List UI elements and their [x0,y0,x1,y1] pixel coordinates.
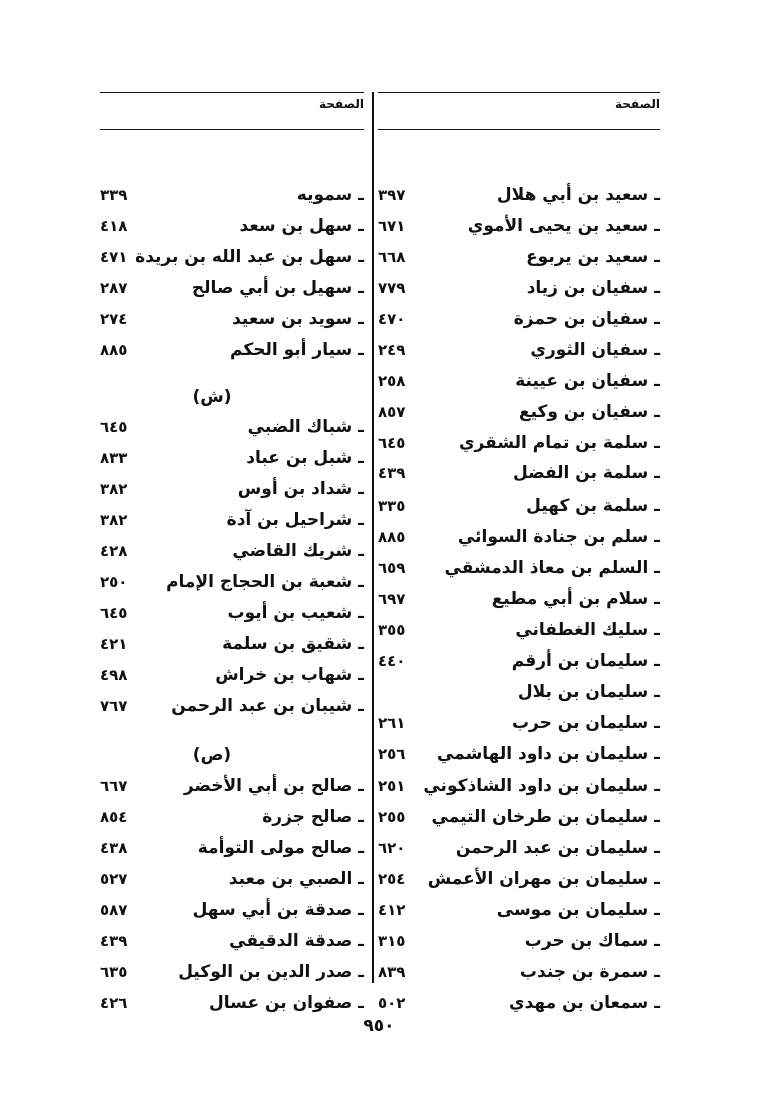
index-entry [378,739,660,769]
entry-page-number: ٣٩٧ [378,186,406,204]
entry-name: ـ سعيد بن يحيى الأموي [467,216,660,236]
entry-page-number: ٢٨٧ [100,279,128,297]
index-entry [378,458,660,488]
index-entry [100,629,364,659]
entry-name: ـ سفيان بن عيينة [515,371,660,391]
index-entry [378,802,660,832]
entry-name: ـ سلمة بن تمام الشقري [458,433,660,453]
entry-page-number: ٣٥٥ [378,621,406,639]
index-entry [378,584,660,614]
index-entry [378,988,660,1018]
entry-name: ـ سويد بن سعيد [232,309,364,329]
column-header [378,93,660,129]
index-entry [378,833,660,863]
index-entry [100,926,364,956]
entry-name: ـ سمويه [296,185,364,205]
entry-page-number: ٨٥٧ [378,403,406,421]
index-entry [378,895,660,925]
entry-name: ـ صدقة الدقيقي [229,931,364,951]
entry-name: ـ شباك الضبي [247,417,364,437]
index-entry [100,771,364,801]
entry-page-number: ٤٣٨ [100,839,128,857]
index-entry [100,273,364,303]
entry-page-number: ٦٣٥ [100,963,128,981]
index-entry [100,833,364,863]
entry-page-number: ٦٤٥ [100,604,128,622]
entry-name: ـ سلمة بن كهيل [526,496,660,516]
index-entry [378,553,660,583]
entry-name: ـ الصبي بن معبد [228,869,364,889]
index-entry [100,864,364,894]
entry-name: ـ سليمان بن أرقم [511,651,660,671]
entry-name: ـ شريك القاضي [232,541,364,561]
entry-name: ـ سليمان بن طرخان التيمي [431,807,660,827]
right-column [378,92,660,1013]
index-entry [378,677,660,707]
entry-name: ـ سليمان بن بلال [517,682,660,702]
entry-page-number: ٤٢٦ [100,994,128,1012]
entry-page-number: ٢٥١ [378,777,406,795]
entry-page-number: ٢٥٥ [378,808,406,826]
entry-page-number: ٤٧٠ [378,310,406,328]
entry-page-number: ٤٣٩ [378,464,406,482]
index-entry [100,957,364,987]
entry-page-number: ٧٧٩ [378,279,406,297]
entry-name: ـ صالح جزرة [262,807,364,827]
entry-name: ـ شراحيل بن آدة [226,510,364,530]
entry-name: ـ صدقة بن أبي سهل [192,900,364,920]
entry-page-number: ٥٨٧ [100,901,128,919]
entry-page-number: ٦٦٨ [378,248,406,266]
entry-name: ـ سليك الغطفاني [515,620,660,640]
entry-page-number: ٢٧٤ [100,310,128,328]
entry-name: ـ سمعان بن مهدي [509,993,660,1013]
index-entry [378,615,660,645]
entry-name: ـ صالح مولى التوأمة [197,838,364,858]
header-rule [378,129,660,130]
index-entry [378,304,660,334]
entry-name: ـ سعيد بن أبي هلال [496,185,660,205]
index-entry [100,598,364,628]
entry-page-number: ٧٦٧ [100,697,128,715]
index-entry [100,242,364,272]
entry-page-number: ٢٥٦ [378,745,406,763]
index-entry [100,412,364,442]
entry-page-number: ٤٢١ [100,635,128,653]
entry-name: ـ سليمان بن داود الشاذكوني [423,776,660,796]
column-header [100,93,364,129]
entry-page-number: ٣١٥ [378,932,406,950]
entry-page-number: ٨٣٣ [100,449,128,467]
entry-page-number: ٤٤٠ [378,652,406,670]
entry-page-number: ٢٥٨ [378,372,406,390]
entry-page-number: ٨٨٥ [100,341,128,359]
entry-page-number: ٤١٢ [378,901,406,919]
entry-page-number: ٦٦٧ [100,777,128,795]
index-entry [100,211,364,241]
entry-name: ـ سهل بن سعد [239,216,364,236]
index-entry [378,708,660,738]
entry-name: ـ شبل بن عباد [246,448,364,468]
entry-page-number: ٦٢٠ [378,839,406,857]
entry-name: ـ سمرة بن جندب [519,962,660,982]
entry-page-number: ٦٥٩ [378,559,406,577]
entry-name: ـ صدر الدين بن الوكيل [178,962,364,982]
entry-page-number: ٥٠٢ [378,994,406,1012]
entry-page-number: ٨٣٩ [378,963,406,981]
entry-name: ـ سعيد بن يربوع [526,247,660,267]
index-entry [378,180,660,210]
index-entry [378,366,660,396]
entry-page-number: ٣٨٢ [100,511,128,529]
entry-page-number: ٤٣٩ [100,932,128,950]
index-entry [100,505,364,535]
entry-name: ـ سيار أبو الحكم [230,340,364,360]
entry-page-number: ٣٣٥ [378,497,406,515]
entry-name: ـ صفوان بن عسال [209,993,364,1013]
index-entry [100,180,364,210]
entry-page-number: ٣٣٩ [100,186,128,204]
index-entry [378,646,660,676]
entry-name: ـ شقيق بن سلمة [222,634,364,654]
entry-name: ـ شيبان بن عبد الرحمن [171,696,364,716]
entry-name: ـ سهل بن عبد الله بن بريدة [135,247,364,267]
header-rule [100,129,364,130]
entry-page-number: ٨٨٥ [378,528,406,546]
entry-name: ـ السلم بن معاذ الدمشقي [444,558,660,578]
index-entry [100,988,364,1018]
entry-name: ـ سليمان بن موسى [496,900,660,920]
entry-page-number: ٦٤٥ [378,434,406,452]
entry-name: ـ سهيل بن أبي صالح [191,278,364,298]
entry-page-number: ٣٨٢ [100,480,128,498]
index-entry [100,536,364,566]
index-entry [378,522,660,552]
entry-page-number: ٢٤٩ [378,341,406,359]
entry-name: ـ سفيان بن زياد [526,278,660,298]
index-entry [378,771,660,801]
entry-page-number: ٦٤٥ [100,418,128,436]
entry-name: ـ شعيب بن أيوب [227,603,364,623]
index-entry [100,304,364,334]
index-entry [378,273,660,303]
index-entry [378,397,660,427]
entry-name: ـ شهاب بن خراش [215,665,364,685]
index-entry [378,926,660,956]
entry-page-number: ٦٩٧ [378,590,406,608]
index-entry [100,335,364,365]
entry-page-number: ٢٥٤ [378,870,406,888]
index-entry [100,802,364,832]
entry-name: ـ سليمان بن حرب [511,713,660,733]
entry-name: ـ شعبة بن الحجاج الإمام [166,572,364,592]
entry-page-number: ٤٧١ [100,248,128,266]
entry-name: ـ سليمان بن مهران الأعمش [427,869,660,889]
entry-page-number: ٤١٨ [100,217,128,235]
entry-name: ـ سماك بن حرب [524,931,660,951]
entry-name: ـ سفيان بن حمزة [513,309,660,329]
index-entry [378,335,660,365]
entry-name: ـ سلم بن جنادة السوائي [457,527,660,547]
entry-name: ـ سلام بن أبي مطيع [491,589,660,609]
index-entry [378,211,660,241]
index-entry [378,491,660,521]
entry-page-number: ٤٢٨ [100,542,128,560]
entry-page-number: ٥٢٧ [100,870,128,888]
section-letter-heading: (ش) [192,387,232,407]
entry-name: ـ سلمة بن الفضل [513,463,660,483]
entry-name: ـ سليمان بن عبد الرحمن [455,838,660,858]
entry-name: ـ سفيان بن وكيع [518,402,660,422]
index-entry [100,895,364,925]
index-entry [378,428,660,458]
entry-name: ـ سليمان بن داود الهاشمي [436,744,660,764]
column-divider [372,92,374,983]
index-entry [378,242,660,272]
entry-page-number: ٦٧١ [378,217,406,235]
index-entry [100,691,364,721]
index-entry [378,957,660,987]
index-entry [100,474,364,504]
index-entry [100,567,364,597]
index-entry [100,660,364,690]
page-header-label: الصفحة [318,97,364,111]
entry-name: ـ سفيان الثوري [530,340,660,360]
entry-page-number: ٤٩٨ [100,666,128,684]
page-number: ٩٥٠ [363,1016,395,1036]
page-header-label: الصفحة [614,97,660,111]
entry-name: ـ شداد بن أوس [237,479,364,499]
index-entry [100,443,364,473]
entry-page-number: ٢٦١ [378,714,406,732]
entry-name: ـ صالح بن أبي الأخضر [183,776,364,796]
section-letter-heading: (ص) [192,745,232,765]
entry-page-number: ٢٥٠ [100,573,128,591]
index-entry [378,864,660,894]
left-column [100,92,364,1013]
entry-page-number: ٨٥٤ [100,808,128,826]
